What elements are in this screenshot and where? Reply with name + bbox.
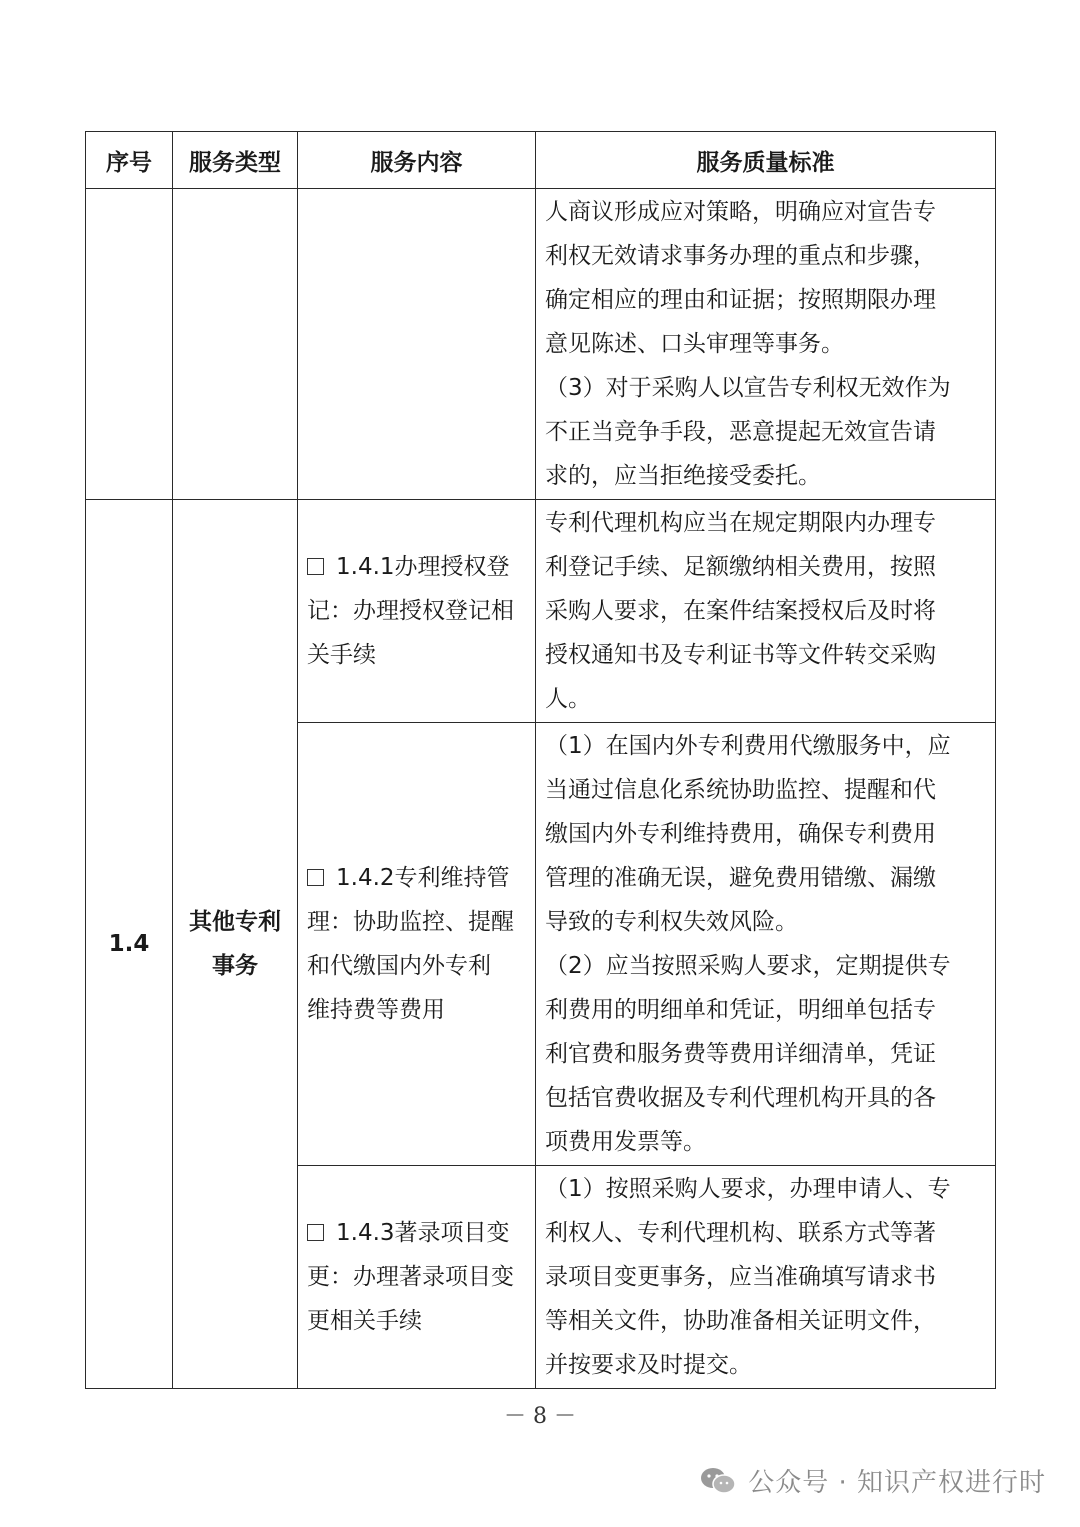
standard-line: 利登记手续、足额缴纳相关费用，按照 xyxy=(545,554,936,580)
table-header-row xyxy=(86,132,996,189)
checkbox-icon[interactable] xyxy=(307,558,324,575)
content-cell-1-4-1 xyxy=(298,500,536,723)
standard-cell-1-4-2 xyxy=(536,723,996,1166)
content-line: 和代缴国内外专利 xyxy=(307,953,491,979)
standard-line: 利官费和服务费等费用详细清单，凭证 xyxy=(545,1041,936,1067)
standard-line: 采购人要求，在案件结案授权后及时将 xyxy=(545,598,936,624)
service-type-cell xyxy=(173,500,298,1389)
standard-line: 录项目变更事务，应当准确填写请求书 xyxy=(545,1264,936,1290)
standard-line: （2）应当按照采购人要求，定期提供专 xyxy=(545,953,951,979)
standard-line: 导致的专利权失效风险。 xyxy=(545,909,798,935)
content-line: 维持费等费用 xyxy=(307,997,445,1023)
standard-line: （3）对于采购人以宣告专利权无效作为 xyxy=(545,375,951,401)
standard-line: 利费用的明细单和凭证，明细单包括专 xyxy=(545,997,936,1023)
service-type-line: 其他专利 xyxy=(189,909,281,935)
table-row-1-4-1 xyxy=(86,500,996,723)
header-quality-standard: 服务质量标准 xyxy=(536,132,996,189)
content-line: 理：协助监控、提醒 xyxy=(307,909,514,935)
continuation-seq-cell xyxy=(86,189,173,500)
standard-line: 确定相应的理由和证据；按照期限办理 xyxy=(545,287,936,313)
content-cell-1-4-3 xyxy=(298,1166,536,1389)
content-line: 1.4.1办理授权登 xyxy=(307,545,527,589)
watermark-text: 公众号 · 知识产权进行时 xyxy=(748,1468,1046,1498)
standard-cell-1-4-3 xyxy=(536,1166,996,1389)
content-line: 记：办理授权登记相 xyxy=(307,598,514,624)
content-line: 更相关手续 xyxy=(307,1308,422,1334)
standard-line: 等相关文件，协助准备相关证明文件， xyxy=(545,1308,936,1334)
content-line: 1.4.3著录项目变 xyxy=(307,1211,527,1255)
standard-line: 专利代理机构应当在规定期限内办理专 xyxy=(545,510,936,536)
table-row-continuation xyxy=(86,189,996,500)
standard-line: 项费用发票等。 xyxy=(545,1129,706,1155)
continuation-content-cell xyxy=(298,189,536,500)
header-seq: 序号 xyxy=(86,132,173,189)
standard-line: 人。 xyxy=(545,686,591,712)
checkbox-icon[interactable] xyxy=(307,1224,324,1241)
continuation-type-cell xyxy=(173,189,298,500)
service-standards-table xyxy=(85,131,996,1389)
standard-line: 求的，应当拒绝接受委托。 xyxy=(545,463,821,489)
standard-line: 不正当竞争手段，恶意提起无效宣告请 xyxy=(545,419,936,445)
header-service-content: 服务内容 xyxy=(298,132,536,189)
continuation-standard-cell xyxy=(536,189,996,500)
standard-line: 当通过信息化系统协助监控、提醒和代 xyxy=(545,777,936,803)
wechat-icon xyxy=(698,1466,738,1496)
watermark xyxy=(698,1462,1046,1499)
standard-line: 并按要求及时提交。 xyxy=(545,1352,752,1378)
standard-line: 包括官费收据及专利代理机构开具的各 xyxy=(545,1085,936,1111)
standard-line: （1）按照采购人要求，办理申请人、专 xyxy=(545,1176,951,1202)
standard-line: 授权通知书及专利证书等文件转交采购 xyxy=(545,642,936,668)
standard-line: 人商议形成应对策略，明确应对宣告专 xyxy=(545,199,936,225)
standard-line: 利权无效请求事务办理的重点和步骤， xyxy=(545,243,936,269)
service-type-line: 事务 xyxy=(212,953,258,979)
standard-cell-1-4-1 xyxy=(536,500,996,723)
standard-line: 管理的准确无误，避免费用错缴、漏缴 xyxy=(545,865,936,891)
standard-line: 利权人、专利代理机构、联系方式等著 xyxy=(545,1220,936,1246)
page-number: － 8 － xyxy=(504,1404,576,1429)
standard-line: （1）在国内外专利费用代缴服务中，应 xyxy=(545,733,951,759)
header-service-type: 服务类型 xyxy=(173,132,298,189)
seq-cell: 1.4 xyxy=(86,500,173,1389)
standard-line: 缴国内外专利维持费用，确保专利费用 xyxy=(545,821,936,847)
standard-line: 意见陈述、口头审理等事务。 xyxy=(545,331,844,357)
content-line: 更：办理著录项目变 xyxy=(307,1264,514,1290)
content-cell-1-4-2 xyxy=(298,723,536,1166)
content-line: 关手续 xyxy=(307,642,376,668)
content-line: 1.4.2专利维持管 xyxy=(307,856,527,900)
checkbox-icon[interactable] xyxy=(307,869,324,886)
